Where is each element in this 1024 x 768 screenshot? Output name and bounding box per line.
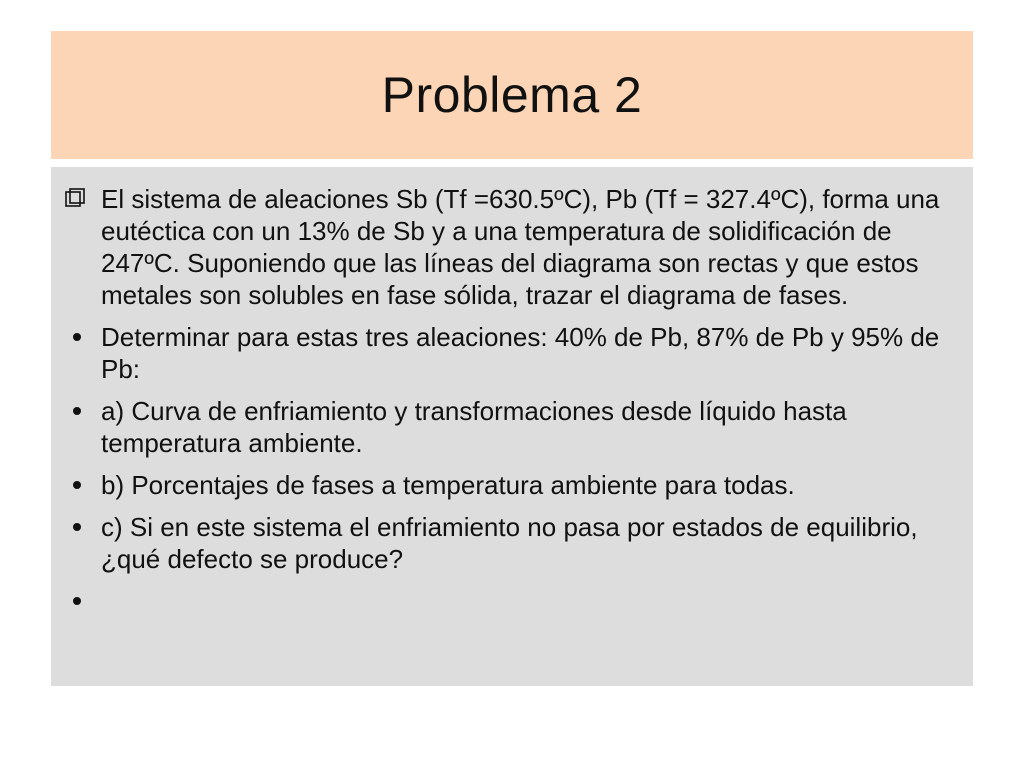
list-item-part-b bbox=[51, 469, 959, 501]
list-item-text: a) Curva de enfriamiento y transformaciones desde líquido hasta temperatura ambiente. bbox=[101, 396, 847, 458]
bullet-icon bbox=[69, 321, 93, 353]
slide-content bbox=[51, 167, 973, 686]
list-item-text: El sistema de aleaciones Sb (Tf =630.5ºC), Pb (Tf = 327.4ºC), forma una eutéctica con un 13% de Sb y a una temperatura de solidificación de 247ºC. Suponiendo que las líneas del diagrama son rectas y que estos metales son solubles en fase sólida, trazar el diagrama de fases. bbox=[101, 184, 940, 310]
bullet-icon bbox=[69, 585, 93, 617]
slide-title: Problema 2 bbox=[381, 67, 643, 123]
bullet-icon bbox=[69, 511, 93, 543]
slide-title-box bbox=[51, 31, 973, 159]
list-item-part-c bbox=[51, 511, 959, 575]
list-item-text: b) Porcentajes de fases a temperatura ambiente para todas. bbox=[101, 470, 795, 500]
bullet-icon bbox=[69, 469, 93, 501]
list-item-part-a bbox=[51, 395, 959, 459]
list-item-text: c) Si en este sistema el enfriamiento no pasa por estados de equilibrio, ¿qué defecto se produce? bbox=[101, 512, 918, 574]
list-item-determine bbox=[51, 321, 959, 385]
list-item-text: Determinar para estas tres aleaciones: 40% de Pb, 87% de Pb y 95% de Pb: bbox=[101, 322, 940, 384]
list-item-problem-statement bbox=[51, 183, 959, 311]
bullet-icon bbox=[69, 395, 93, 427]
list-item-empty bbox=[51, 585, 959, 617]
checkbox-icon bbox=[65, 183, 89, 215]
